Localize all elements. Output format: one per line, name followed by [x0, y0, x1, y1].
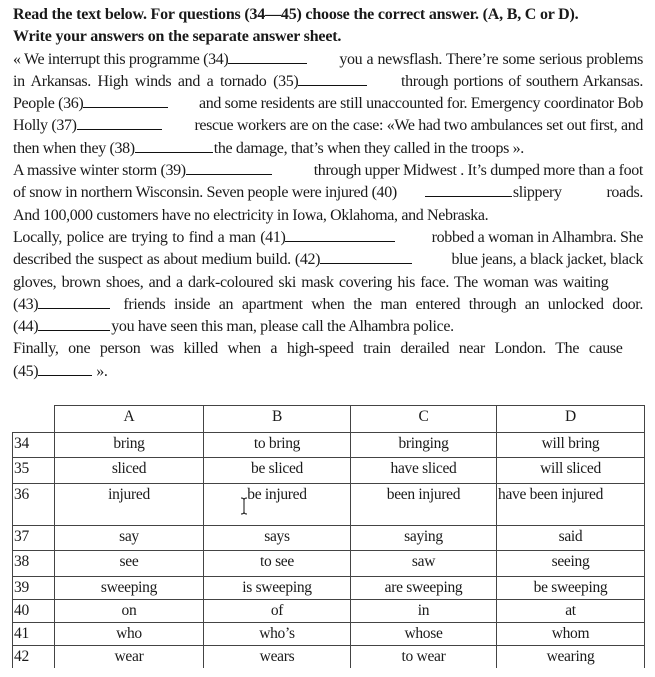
passage-line: [13, 361, 643, 383]
blank-40: [425, 182, 512, 197]
instruction-line-2: Write your answers on the separate answer sheet.: [13, 28, 342, 46]
blank-39: [186, 160, 272, 175]
table-row: [13, 577, 645, 600]
passage-text: (45): [13, 362, 39, 380]
table-row: [13, 433, 645, 458]
blank-37: [77, 115, 162, 130]
passage-text: blue jeans, a black jacket, black: [451, 251, 643, 269]
passage-text: then when they (38): [13, 139, 135, 157]
passage-text: the damage, that’s when they called in the troops ».: [213, 139, 524, 157]
option-c: to wear: [351, 646, 497, 669]
option-b: be sliced: [204, 458, 351, 484]
option-a: wear: [55, 646, 204, 669]
blank-34: [228, 49, 307, 64]
option-d: said: [497, 526, 645, 551]
question-number: 35: [13, 458, 55, 484]
column-header-c: C: [351, 406, 497, 433]
passage-text: roads.: [606, 184, 643, 202]
option-b: of: [204, 600, 351, 623]
option-a: on: [55, 600, 204, 623]
option-b: who’s: [204, 623, 351, 646]
option-a: sweeping: [55, 577, 204, 600]
table-row: [13, 600, 645, 623]
blank-38: [135, 138, 213, 153]
table-row: [13, 623, 645, 646]
passage-line: [13, 115, 643, 137]
header-corner: [13, 406, 55, 433]
passage-text: rescue workers are on the case: «We had two ambulances set out first, and: [194, 117, 643, 135]
option-c: whose: [351, 623, 497, 646]
passage-text: ».: [96, 362, 108, 380]
passage-text: of snow in northern Wisconsin. Seven people were injured (40): [13, 184, 397, 202]
passage-text: and some residents are still unaccounted for. Emergency coordinator Bob: [198, 95, 643, 113]
option-b: be injured: [204, 484, 351, 526]
option-c: are sweeping: [351, 577, 497, 600]
passage-text: (43): [13, 295, 39, 313]
answer-options-table: [12, 405, 645, 668]
passage-line: Finally, one person was killed when a high-speed train derailed near London. The cause: [13, 340, 623, 358]
blank-44: [38, 316, 110, 331]
option-a: sliced: [55, 458, 204, 484]
question-number: 34: [13, 433, 55, 458]
option-a: injured: [55, 484, 204, 526]
passage-text: Holly (37): [13, 117, 77, 135]
option-a: bring: [55, 433, 204, 458]
passage-line: [13, 249, 643, 271]
option-d: will sliced: [497, 458, 645, 484]
passage-text: A massive winter storm (39): [13, 162, 186, 180]
passage-text: through portions of southern Arkansas.: [400, 72, 643, 90]
question-number: 42: [13, 646, 55, 669]
passage-text: through upper Midwest . It’s dumped more than a foot: [313, 162, 643, 180]
option-c: been injured: [351, 484, 497, 526]
question-number: 37: [13, 526, 55, 551]
question-number: 40: [13, 600, 55, 623]
blank-35: [298, 71, 367, 86]
column-header-b: B: [204, 406, 351, 433]
option-b: says: [204, 526, 351, 551]
passage-text: People (36): [13, 95, 84, 113]
option-b: to see: [204, 551, 351, 577]
blank-36: [83, 93, 168, 108]
question-number: 39: [13, 577, 55, 600]
passage-text: you have seen this man, please call the Alhambra police.: [111, 318, 454, 336]
question-number: 38: [13, 551, 55, 577]
table-row: [13, 646, 645, 669]
reading-passage: [13, 4, 643, 383]
instruction-line-1: Read the text below. For questions (34—45) choose the correct answer. (A, B, C or D).: [13, 6, 579, 23]
option-d: wearing: [497, 646, 645, 669]
column-header-d: D: [497, 406, 645, 433]
option-d: have been injured: [497, 484, 645, 526]
option-b: to bring: [204, 433, 351, 458]
passage-line: [13, 182, 643, 204]
blank-42: [320, 249, 412, 264]
option-c: bringing: [351, 433, 497, 458]
option-c: have sliced: [351, 458, 497, 484]
question-number: 36: [13, 484, 55, 526]
option-c: in: [351, 600, 497, 623]
table-row: [13, 551, 645, 577]
passage-line: [13, 160, 643, 182]
blank-45: [38, 361, 92, 376]
option-c: saying: [351, 526, 497, 551]
column-header-a: A: [55, 406, 204, 433]
passage-text: slippery: [512, 184, 562, 202]
blank-43: [38, 294, 110, 309]
option-d: at: [497, 600, 645, 623]
option-a: see: [55, 551, 204, 577]
passage-text: robbed a woman in Alhambra. She: [431, 228, 643, 246]
option-d: be sweeping: [497, 577, 645, 600]
passage-text: you a newsflash. There’re some serious problems: [339, 50, 643, 68]
passage-text: friends inside an apartment when the man entered through an unlocked door.: [123, 295, 643, 313]
passage-line: And 100,000 customers have no electricity in Iowa, Oklahoma, and Nebraska.: [13, 206, 489, 224]
option-a: say: [55, 526, 204, 551]
passage-text: described the suspect as about medium build. (42): [13, 251, 321, 269]
passage-line: [13, 49, 643, 71]
table-header-row: [13, 406, 645, 433]
table-row: [13, 484, 645, 526]
passage-line: [13, 138, 643, 160]
passage-line: [13, 316, 643, 338]
passage-line: gloves, brown shoes, and a dark-coloured ski mask covering his face. The woman was waiting: [13, 273, 609, 291]
passage-line: [13, 294, 643, 316]
table-row: [13, 458, 645, 484]
passage-text: (44): [13, 318, 39, 336]
passage-text: « We interrupt this programme (34): [13, 50, 229, 68]
passage-text: in Arkansas. High winds and a tornado (35): [13, 72, 299, 90]
option-d: will bring: [497, 433, 645, 458]
option-d: seeing: [497, 551, 645, 577]
option-b: is sweeping: [204, 577, 351, 600]
passage-line: [13, 93, 643, 115]
option-c: saw: [351, 551, 497, 577]
option-b: wears: [204, 646, 351, 669]
option-d: whom: [497, 623, 645, 646]
table-row: [13, 526, 645, 551]
option-a: who: [55, 623, 204, 646]
passage-line: [13, 71, 643, 93]
question-number: 41: [13, 623, 55, 646]
passage-text: Locally, police are trying to find a man (41): [13, 228, 286, 246]
passage-line: [13, 227, 643, 249]
blank-41: [285, 227, 395, 242]
